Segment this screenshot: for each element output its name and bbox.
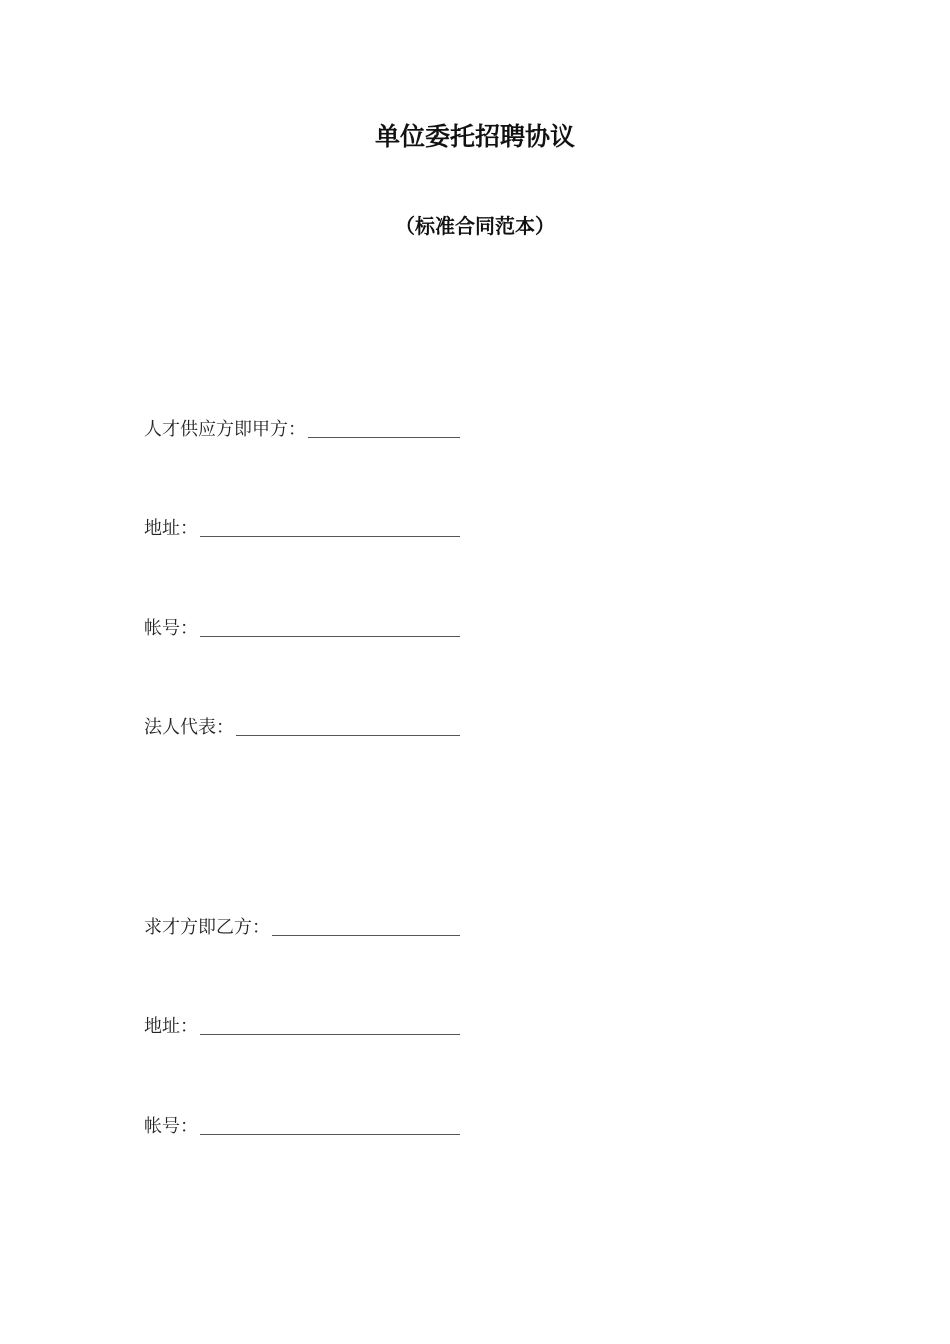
party-b-name-label: 求才方即乙方： — [144, 917, 270, 938]
party-a-legal-rep-label: 法人代表： — [144, 717, 234, 738]
document-title: 单位委托招聘协议 — [374, 122, 575, 151]
party-a-address-field — [144, 515, 460, 541]
party-a-name-label: 人才供应方即甲方： — [144, 419, 306, 440]
party-b-name-blank-line[interactable] — [272, 917, 460, 936]
party-a-address-label: 地址： — [144, 518, 198, 539]
party-a-account-field — [144, 615, 460, 641]
document-subtitle: （标准合同范本） — [395, 214, 555, 238]
party-b-address-blank-line[interactable] — [200, 1016, 460, 1035]
party-b-address-field — [144, 1013, 460, 1039]
party-a-legal-rep-blank-line[interactable] — [236, 717, 460, 736]
party-a-account-blank-line[interactable] — [200, 618, 460, 637]
party-a-legal-rep-field — [144, 714, 460, 740]
party-a-address-blank-line[interactable] — [200, 518, 460, 537]
party-b-account-field — [144, 1113, 460, 1139]
party-a-name-blank-line[interactable] — [308, 419, 460, 438]
party-a-name-field — [144, 416, 460, 442]
party-b-account-blank-line[interactable] — [200, 1116, 460, 1135]
party-b-address-label: 地址： — [144, 1016, 198, 1037]
party-b-account-label: 帐号： — [144, 1116, 198, 1137]
party-b-name-field — [144, 914, 460, 940]
party-a-account-label: 帐号： — [144, 618, 198, 639]
